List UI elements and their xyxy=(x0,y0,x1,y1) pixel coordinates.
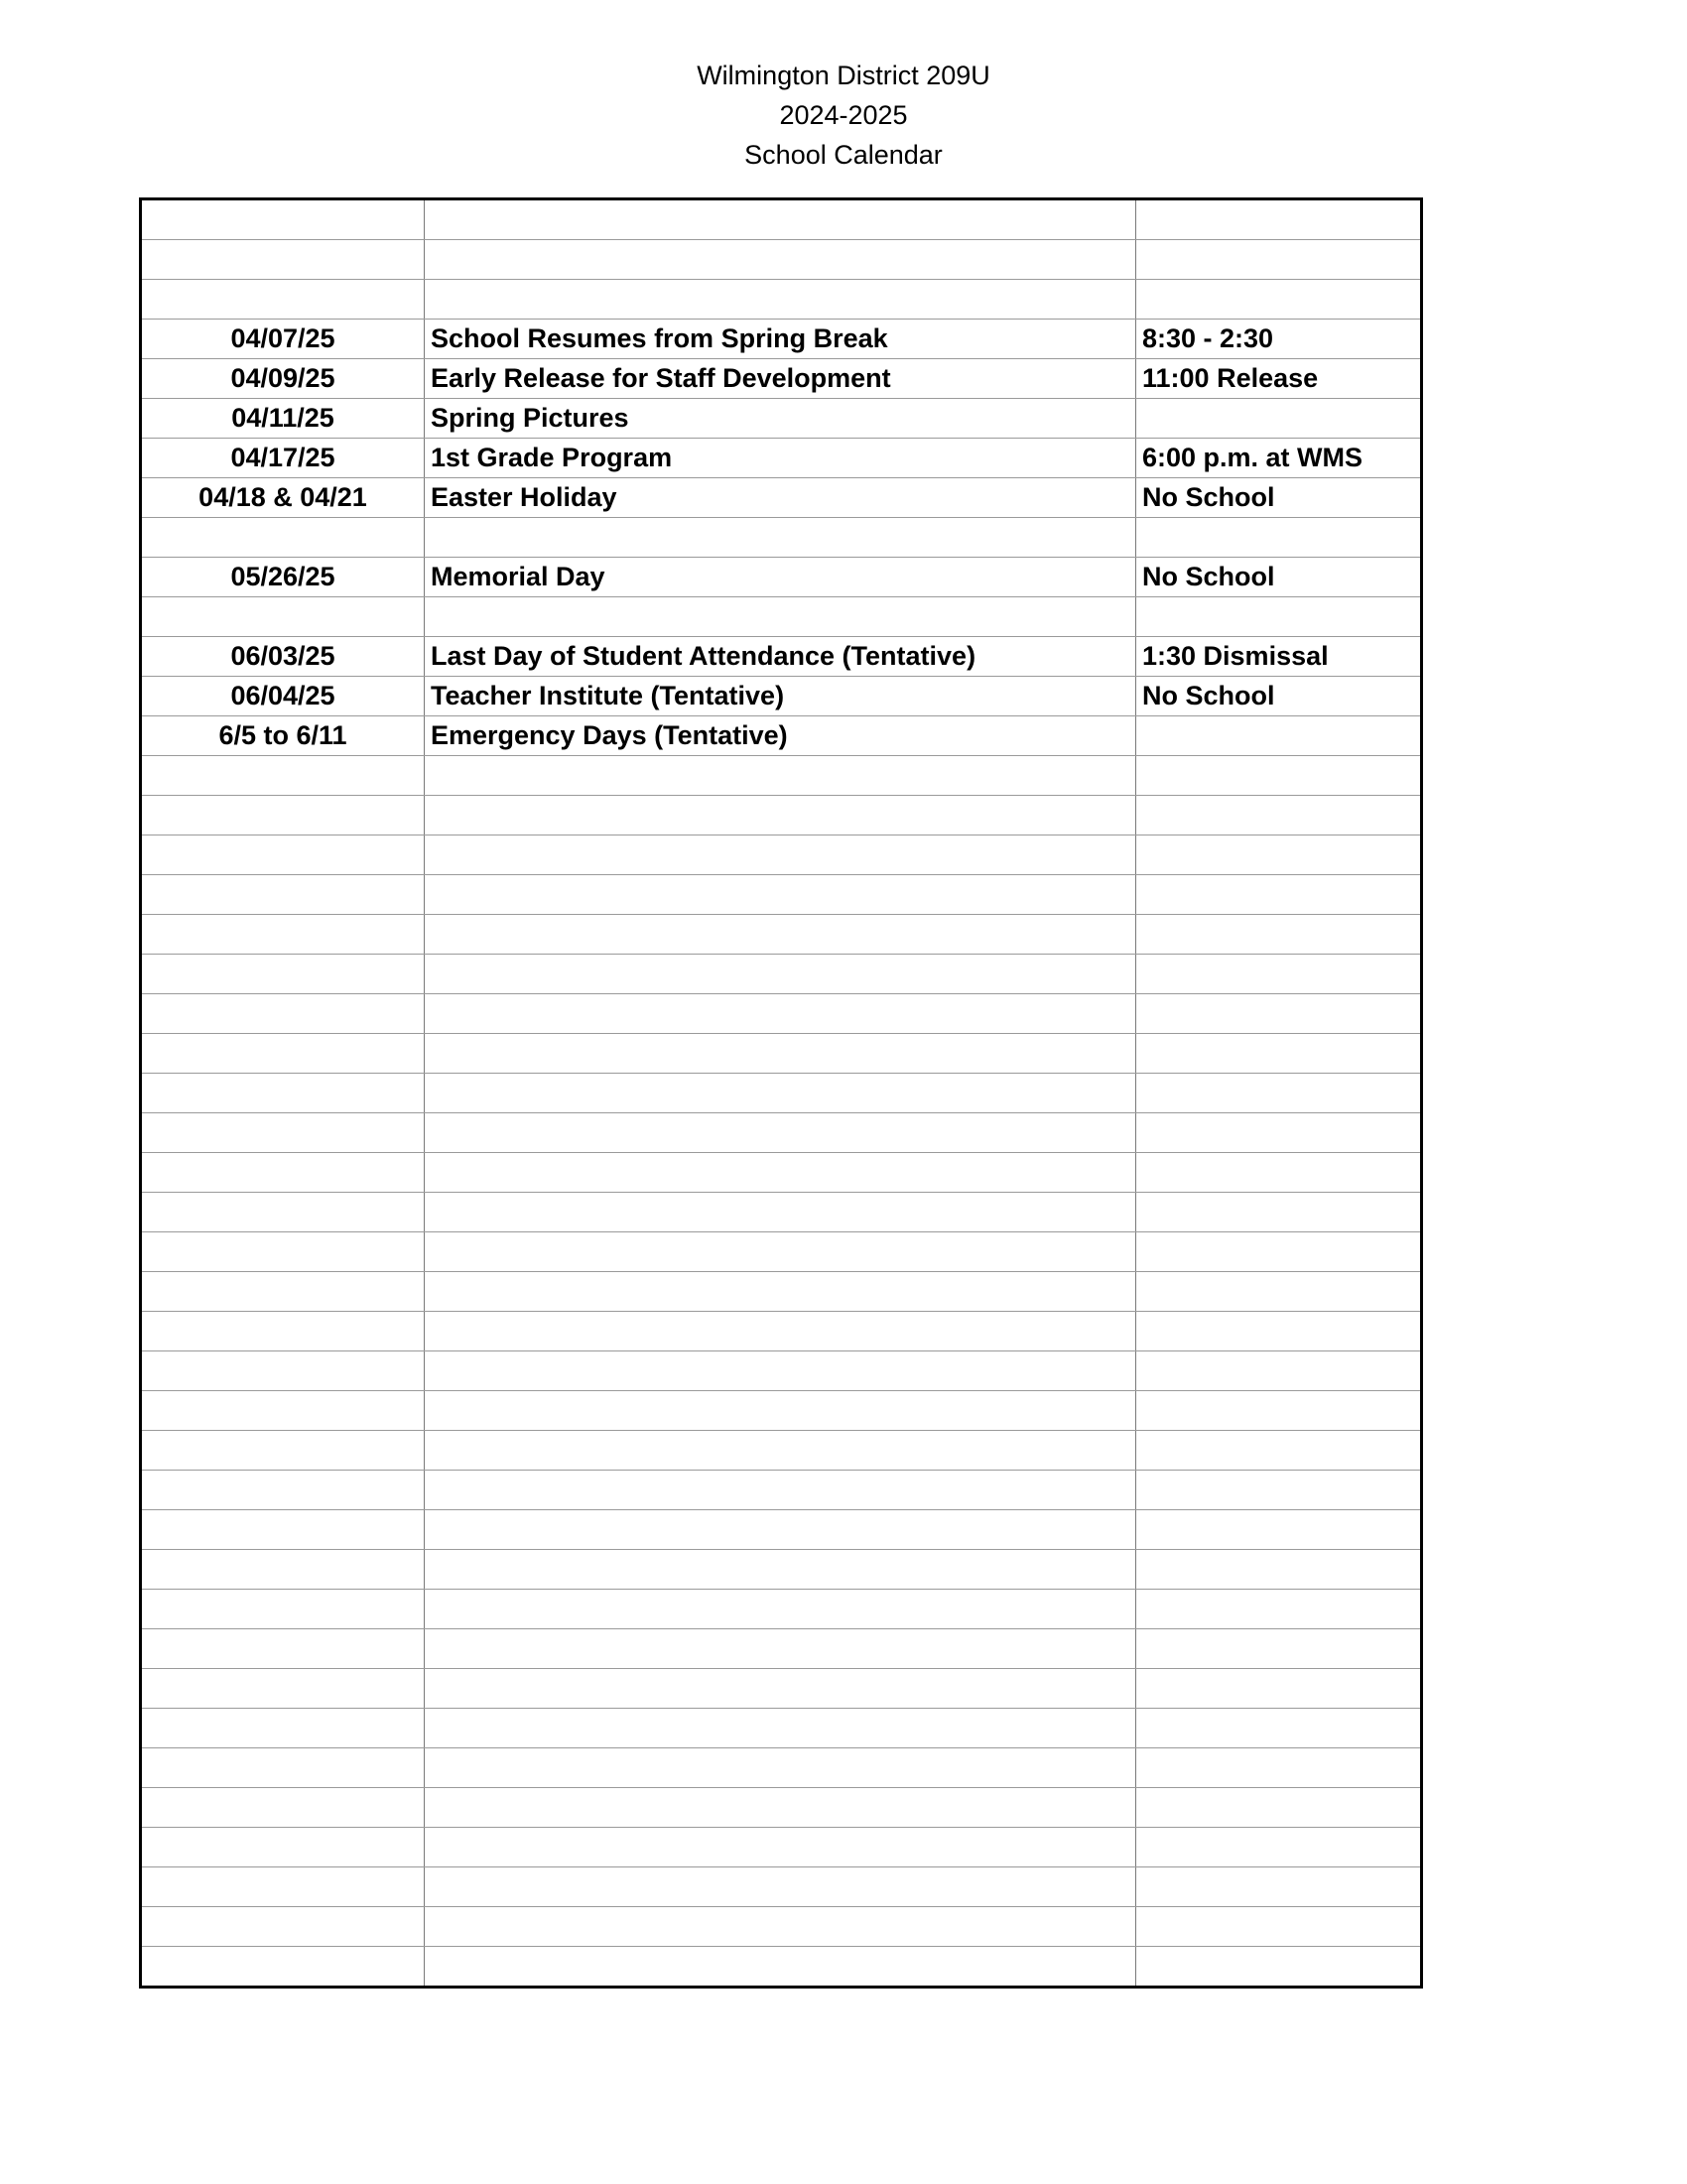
note-cell: 11:00 Release xyxy=(1136,359,1422,399)
date-cell xyxy=(141,1748,425,1788)
date-cell xyxy=(141,1232,425,1272)
table-row xyxy=(141,835,1422,875)
date-cell xyxy=(141,1312,425,1351)
note-cell xyxy=(1136,1471,1422,1510)
note-cell xyxy=(1136,1034,1422,1074)
event-cell xyxy=(425,1391,1136,1431)
event-cell: Easter Holiday xyxy=(425,478,1136,518)
note-cell xyxy=(1136,994,1422,1034)
note-cell xyxy=(1136,280,1422,320)
table-row xyxy=(141,1828,1422,1867)
event-cell: Emergency Days (Tentative) xyxy=(425,716,1136,756)
event-cell xyxy=(425,796,1136,835)
event-cell xyxy=(425,1034,1136,1074)
note-cell xyxy=(1136,199,1422,240)
table-row xyxy=(141,1947,1422,1988)
date-cell xyxy=(141,1034,425,1074)
note-cell xyxy=(1136,597,1422,637)
event-cell xyxy=(425,1947,1136,1988)
table-row xyxy=(141,915,1422,955)
date-cell xyxy=(141,1669,425,1709)
table-row xyxy=(141,1471,1422,1510)
table-row xyxy=(141,1510,1422,1550)
event-cell xyxy=(425,518,1136,558)
note-cell xyxy=(1136,796,1422,835)
date-cell: 04/11/25 xyxy=(141,399,425,439)
event-cell xyxy=(425,1074,1136,1113)
table-row xyxy=(141,1907,1422,1947)
date-cell xyxy=(141,518,425,558)
event-cell xyxy=(425,875,1136,915)
table-row xyxy=(141,1709,1422,1748)
table-row xyxy=(141,558,1422,597)
event-cell xyxy=(425,597,1136,637)
note-cell xyxy=(1136,1113,1422,1153)
event-cell xyxy=(425,994,1136,1034)
date-cell xyxy=(141,1550,425,1590)
note-cell xyxy=(1136,1907,1422,1947)
table-row xyxy=(141,359,1422,399)
event-cell xyxy=(425,1153,1136,1193)
event-cell xyxy=(425,1788,1136,1828)
event-cell: 1st Grade Program xyxy=(425,439,1136,478)
table-row xyxy=(141,1153,1422,1193)
event-cell xyxy=(425,1272,1136,1312)
event-cell xyxy=(425,1431,1136,1471)
event-cell xyxy=(425,1471,1136,1510)
date-cell xyxy=(141,1629,425,1669)
event-cell xyxy=(425,1828,1136,1867)
note-cell xyxy=(1136,399,1422,439)
note-cell xyxy=(1136,1550,1422,1590)
date-cell xyxy=(141,1867,425,1907)
date-cell: 6/5 to 6/11 xyxy=(141,716,425,756)
date-cell xyxy=(141,915,425,955)
table-row xyxy=(141,637,1422,677)
note-cell: 1:30 Dismissal xyxy=(1136,637,1422,677)
table-row xyxy=(141,1431,1422,1471)
table-row xyxy=(141,1748,1422,1788)
event-cell: Teacher Institute (Tentative) xyxy=(425,677,1136,716)
table-row xyxy=(141,597,1422,637)
event-cell xyxy=(425,199,1136,240)
table-row xyxy=(141,439,1422,478)
table-row xyxy=(141,677,1422,716)
school-year: 2024-2025 xyxy=(779,100,908,130)
event-cell: Memorial Day xyxy=(425,558,1136,597)
date-cell xyxy=(141,1272,425,1312)
note-cell xyxy=(1136,915,1422,955)
note-cell xyxy=(1136,955,1422,994)
note-cell xyxy=(1136,1074,1422,1113)
date-cell xyxy=(141,994,425,1034)
note-cell xyxy=(1136,875,1422,915)
event-cell xyxy=(425,240,1136,280)
date-cell xyxy=(141,756,425,796)
event-cell xyxy=(425,1907,1136,1947)
calendar-table xyxy=(139,197,1423,1989)
event-cell: Last Day of Student Attendance (Tentative) xyxy=(425,637,1136,677)
event-cell: Early Release for Staff Development xyxy=(425,359,1136,399)
event-cell xyxy=(425,955,1136,994)
table-row xyxy=(141,1867,1422,1907)
date-cell xyxy=(141,280,425,320)
table-row xyxy=(141,1272,1422,1312)
table-row xyxy=(141,518,1422,558)
note-cell xyxy=(1136,835,1422,875)
event-cell xyxy=(425,1590,1136,1629)
note-cell xyxy=(1136,1748,1422,1788)
note-cell xyxy=(1136,1828,1422,1867)
date-cell xyxy=(141,875,425,915)
table-row xyxy=(141,1232,1422,1272)
event-cell xyxy=(425,915,1136,955)
date-cell xyxy=(141,199,425,240)
event-cell xyxy=(425,1312,1136,1351)
note-cell xyxy=(1136,756,1422,796)
note-cell xyxy=(1136,1272,1422,1312)
date-cell: 06/04/25 xyxy=(141,677,425,716)
note-cell xyxy=(1136,518,1422,558)
date-cell: 04/17/25 xyxy=(141,439,425,478)
note-cell xyxy=(1136,1788,1422,1828)
date-cell xyxy=(141,1590,425,1629)
note-cell xyxy=(1136,1431,1422,1471)
event-cell: School Resumes from Spring Break xyxy=(425,320,1136,359)
event-cell xyxy=(425,1748,1136,1788)
date-cell xyxy=(141,955,425,994)
table-row xyxy=(141,320,1422,359)
event-cell xyxy=(425,1232,1136,1272)
event-cell: Spring Pictures xyxy=(425,399,1136,439)
date-cell: 06/03/25 xyxy=(141,637,425,677)
table-row xyxy=(141,756,1422,796)
table-row xyxy=(141,280,1422,320)
date-cell xyxy=(141,1907,425,1947)
note-cell: No School xyxy=(1136,478,1422,518)
note-cell: No School xyxy=(1136,558,1422,597)
event-cell xyxy=(425,280,1136,320)
table-row xyxy=(141,1629,1422,1669)
note-cell xyxy=(1136,1629,1422,1669)
note-cell xyxy=(1136,1351,1422,1391)
date-cell xyxy=(141,1431,425,1471)
table-row xyxy=(141,716,1422,756)
note-cell xyxy=(1136,1153,1422,1193)
event-cell xyxy=(425,1113,1136,1153)
event-cell xyxy=(425,1669,1136,1709)
date-cell: 04/07/25 xyxy=(141,320,425,359)
note-cell xyxy=(1136,1510,1422,1550)
date-cell xyxy=(141,1074,425,1113)
table-row xyxy=(141,1788,1422,1828)
date-cell xyxy=(141,1351,425,1391)
date-cell: 04/09/25 xyxy=(141,359,425,399)
note-cell xyxy=(1136,1590,1422,1629)
table-row xyxy=(141,199,1422,240)
date-cell xyxy=(141,1510,425,1550)
event-cell xyxy=(425,1351,1136,1391)
event-cell xyxy=(425,1193,1136,1232)
date-cell xyxy=(141,597,425,637)
note-cell xyxy=(1136,1709,1422,1748)
table-row xyxy=(141,1034,1422,1074)
table-row xyxy=(141,1351,1422,1391)
table-row xyxy=(141,1391,1422,1431)
note-cell xyxy=(1136,1391,1422,1431)
table-row xyxy=(141,1669,1422,1709)
note-cell xyxy=(1136,240,1422,280)
event-cell xyxy=(425,756,1136,796)
date-cell xyxy=(141,1113,425,1153)
table-row xyxy=(141,1590,1422,1629)
table-row xyxy=(141,478,1422,518)
note-cell xyxy=(1136,716,1422,756)
note-cell xyxy=(1136,1312,1422,1351)
date-cell xyxy=(141,1947,425,1988)
note-cell xyxy=(1136,1669,1422,1709)
date-cell xyxy=(141,796,425,835)
note-cell: 6:00 p.m. at WMS xyxy=(1136,439,1422,478)
date-cell: 05/26/25 xyxy=(141,558,425,597)
date-cell: 04/18 & 04/21 xyxy=(141,478,425,518)
date-cell xyxy=(141,1709,425,1748)
event-cell xyxy=(425,835,1136,875)
date-cell xyxy=(141,240,425,280)
event-cell xyxy=(425,1709,1136,1748)
page-title: School Calendar xyxy=(744,140,943,170)
table-row xyxy=(141,796,1422,835)
note-cell xyxy=(1136,1947,1422,1988)
table-row xyxy=(141,399,1422,439)
note-cell: 8:30 - 2:30 xyxy=(1136,320,1422,359)
table-row xyxy=(141,1193,1422,1232)
table-row xyxy=(141,1550,1422,1590)
table-row xyxy=(141,955,1422,994)
event-cell xyxy=(425,1867,1136,1907)
district-name: Wilmington District 209U xyxy=(697,61,990,90)
date-cell xyxy=(141,1153,425,1193)
table-row xyxy=(141,240,1422,280)
note-cell xyxy=(1136,1193,1422,1232)
calendar-body xyxy=(141,199,1422,1988)
date-cell xyxy=(141,1788,425,1828)
event-cell xyxy=(425,1510,1136,1550)
date-cell xyxy=(141,1828,425,1867)
note-cell xyxy=(1136,1867,1422,1907)
date-cell xyxy=(141,1391,425,1431)
event-cell xyxy=(425,1550,1136,1590)
note-cell xyxy=(1136,1232,1422,1272)
event-cell xyxy=(425,1629,1136,1669)
table-row xyxy=(141,1312,1422,1351)
date-cell xyxy=(141,1193,425,1232)
date-cell xyxy=(141,1471,425,1510)
page-header xyxy=(0,56,1687,175)
note-cell: No School xyxy=(1136,677,1422,716)
table-row xyxy=(141,1074,1422,1113)
date-cell xyxy=(141,835,425,875)
table-row xyxy=(141,875,1422,915)
table-row xyxy=(141,994,1422,1034)
table-row xyxy=(141,1113,1422,1153)
